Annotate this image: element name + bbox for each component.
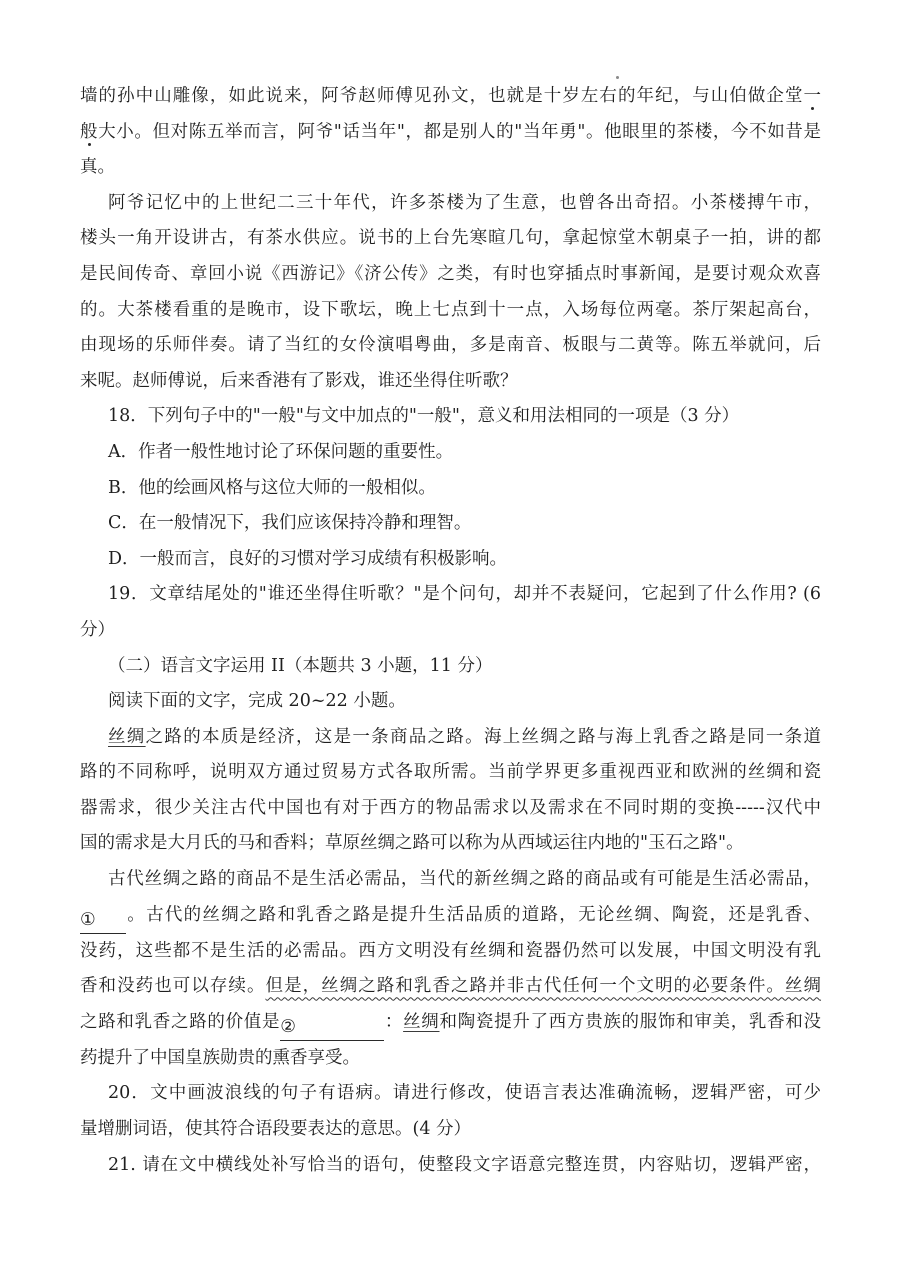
- wavy-underlined-sentence: 但是，丝绸之路和乳香之路并非古代任何一个文明的必要条件。丝绸: [265, 976, 822, 997]
- text-run: 没药，这些都不是生活的必需品。西方文明没有丝绸和瓷器仍然可以发展，中国文明没有乳: [80, 940, 821, 961]
- text-line: [80, 328, 821, 364]
- text-run: 的。大茶楼看重的是晚市，设下歌坛，晚上七点到十一点，入场每位两毫。茶厅架起高台，: [80, 299, 821, 320]
- text-run: A．作者一般性地讨论了环保问题的重要性。: [108, 441, 454, 462]
- text-line: [80, 257, 821, 293]
- text-line: [80, 79, 821, 115]
- text-line: [80, 934, 821, 970]
- text-line: [80, 150, 821, 186]
- text-line: [80, 293, 821, 329]
- document-body: [80, 79, 821, 1183]
- fill-in-blank: ②: [280, 1015, 384, 1041]
- text-line: [80, 399, 821, 435]
- text-line: [80, 898, 821, 934]
- text-line: [80, 826, 821, 862]
- text-run: D．一般而言，良好的习惯对学习成绩有积极影响。: [108, 548, 508, 569]
- text-line: [80, 186, 821, 222]
- text-run: （二）语言文字运用 II（本题共 3 小题，11 分）: [108, 655, 493, 676]
- text-line: [80, 471, 821, 507]
- text-line: [80, 364, 821, 400]
- text-line: [80, 435, 821, 471]
- text-run: 。古代的丝绸之路和乳香之路是提升生活品质的道路，无论丝绸、陶瓷，还是乳香、: [126, 904, 821, 925]
- text-run: 19．文章结尾处的"谁还坐得住听歌？"是个问句，却并不表疑问，它起到了什么作用? (6: [108, 584, 821, 605]
- text-line: [80, 506, 821, 542]
- text-line: [80, 613, 821, 649]
- text-line: [80, 1005, 821, 1041]
- text-line: [80, 755, 821, 791]
- text-line: [80, 649, 821, 685]
- text-line: [80, 221, 821, 257]
- text-run: 真。: [80, 157, 115, 178]
- text-run: 墙的孙中山雕像，如此说来，阿爷赵师傅见孙文，也就是十岁左右的年纪，与山伯做企堂: [80, 86, 804, 106]
- text-run: 分）: [80, 619, 115, 640]
- text-run: 和陶瓷提升了西方贵族的服饰和审美，乳香和没: [439, 1011, 822, 1032]
- text-run: 大小。但对陈五举而言，阿爷"话当年"，都是别人的"当年勇"。他眼里的茶楼，今不如昔是: [98, 121, 822, 142]
- text-run: 由现场的乐师伴奏。请了当红的女伶演唱粤曲，多是南音、板眼与二黄等。陈五举就问，后: [80, 335, 821, 356]
- text-run: 阅读下面的文字，完成 20~22 小题。: [108, 691, 406, 712]
- emphasis-dot-char: 般: [80, 121, 99, 142]
- fill-in-blank: ①: [80, 908, 126, 934]
- text-line: [80, 720, 821, 756]
- text-run: 21. 请在文中横线处补写恰当的语句，使整段文字语意完整连贯，内容贴切，逻辑严密，: [108, 1154, 821, 1175]
- text-line: [80, 791, 821, 827]
- text-line: [80, 684, 821, 720]
- text-run: 古代丝绸之路的商品不是生活必需品，当代的新丝绸之路的商品或有可能是生活必需品，: [108, 869, 821, 890]
- underlined-text: 丝绸: [403, 1011, 440, 1032]
- text-run: 20．文中画波浪线的句子有语病。请进行修改，使语言表达准确流畅，逻辑严密，可少: [108, 1083, 821, 1104]
- text-run: 器需求，很少关注古代中国也有对于西方的物品需求以及需求在不同时期的变换-----汉代中: [80, 797, 822, 818]
- text-line: [80, 1112, 821, 1148]
- text-line: [80, 542, 821, 578]
- text-run: 楼头一角开设讲古，有茶水供应。说书的上台先寒暄几句，拿起惊堂木朝桌子一拍，讲的都: [80, 228, 821, 249]
- text-run: 药提升了中国皇族勋贵的熏香享受。: [80, 1047, 360, 1068]
- text-run: 国的需求是大月氏的马和香料；草原丝绸之路可以称为从西域运往内地的"玉石之路"。: [80, 833, 744, 854]
- text-line: [80, 577, 821, 613]
- text-run: 18．下列句子中的"一般"与文中加点的"一般"，意义和用法相同的一项是（3 分）: [108, 406, 740, 427]
- text-run: 之路和乳香之路的价值是: [80, 1011, 281, 1032]
- text-line: [80, 1041, 821, 1077]
- text-run: 是民间传奇、章回小说《西游记》《济公传》之类，有时也穿插点时事新闻，是要讨观众欢喜: [80, 263, 821, 284]
- text-line: [80, 1076, 821, 1112]
- text-run: C．在一般情况下，我们应该保持冷静和理智。: [108, 513, 472, 534]
- text-run: 香和没药也可以存续。: [80, 976, 266, 997]
- text-run: 之路的本质是经济，这是一条商品之路。海上丝绸之路与海上乳香之路是同一条道: [145, 726, 822, 747]
- text-line: [80, 115, 821, 151]
- underlined-text: 丝绸: [108, 726, 146, 747]
- emphasis-dot-char: 一: [803, 86, 821, 106]
- text-run: 阿爷记忆中的上世纪二三十年代，许多茶楼为了生意，也曾各出奇招。小茶楼搏午市，: [108, 192, 821, 213]
- text-run: 量增删词语，使其符合语段要表达的意思。(4 分）: [80, 1119, 472, 1140]
- text-run: 来呢。赵师傅说，后来香港有了影戏，谁还坐得住听歌？: [80, 370, 518, 391]
- text-run: B．他的绘画风格与这位大师的一般相似。: [108, 477, 436, 498]
- text-line: [80, 969, 821, 1005]
- text-line: [80, 1148, 821, 1184]
- text-line: [80, 862, 821, 898]
- text-run: 路的不同称呼，说明双方通过贸易方式各取所需。当前学界更多重视西亚和欧洲的丝绸和瓷: [80, 762, 821, 783]
- text-run: ：: [384, 1011, 404, 1032]
